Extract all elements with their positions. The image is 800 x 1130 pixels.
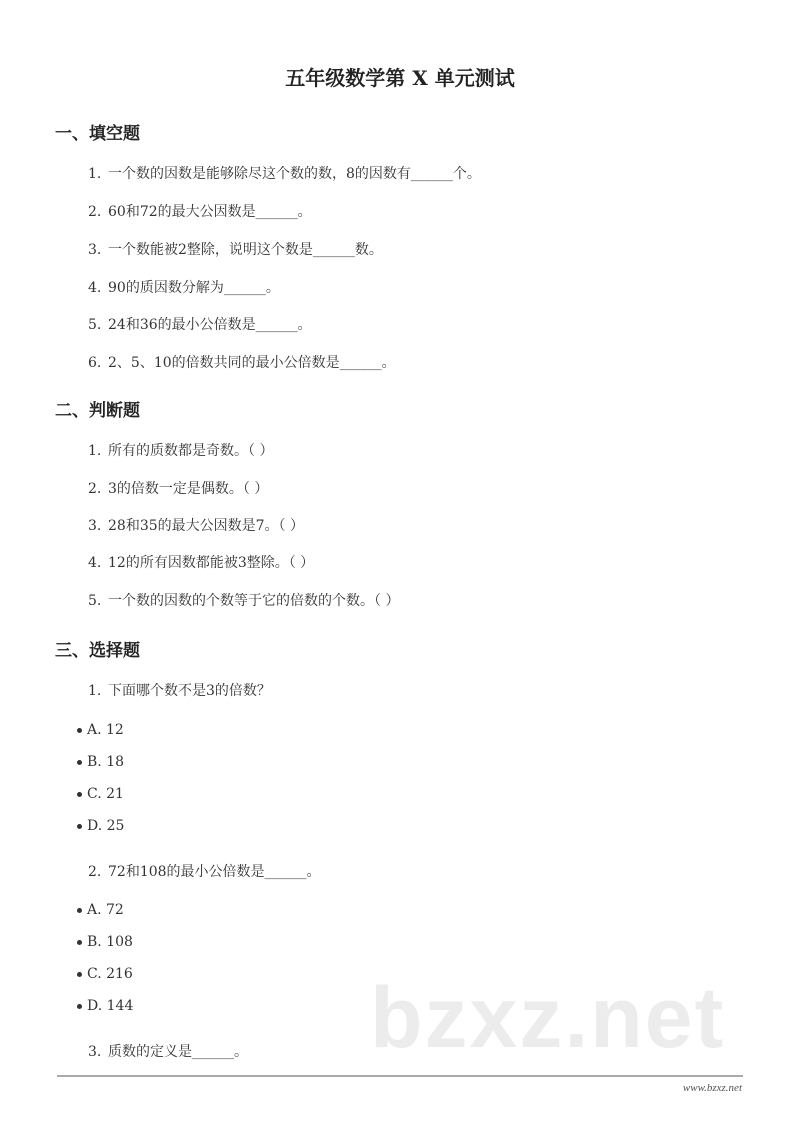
section-heading-fill-blank: 一、填空题: [55, 124, 140, 144]
question-number: 2.: [88, 481, 102, 497]
question-item: [88, 281, 280, 295]
section-heading-multiple-choice: 三、选择题: [55, 641, 140, 661]
bullet-icon: [77, 760, 82, 765]
question-item: [88, 243, 383, 257]
section-heading-true-false: 二、判断题: [55, 401, 140, 421]
question-text: 所有的质数都是奇数。（ ）: [108, 443, 274, 459]
question-item: [88, 167, 481, 181]
option-item: [77, 819, 124, 833]
question-item: [88, 482, 268, 496]
option-text: D. 144: [87, 998, 134, 1014]
question-text: 一个数的因数是能够除尽这个数的数，8的因数有______个。: [108, 166, 481, 182]
question-item: [88, 865, 321, 879]
bullet-icon: [77, 940, 82, 945]
footer-divider: [57, 1075, 743, 1077]
option-item: [77, 903, 124, 917]
option-text: B. 108: [87, 934, 133, 950]
question-number: 1.: [88, 443, 102, 459]
question-item: [88, 205, 312, 219]
question-text: 72和108的最小公倍数是______。: [108, 864, 321, 880]
question-text: 质数的定义是______。: [108, 1044, 248, 1060]
question-number: 4.: [88, 555, 102, 571]
question-text: 12的所有因数都能被3整除。（ ）: [108, 555, 315, 571]
option-item: [77, 967, 133, 981]
question-number: 3.: [88, 518, 102, 534]
question-number: 2.: [88, 864, 102, 880]
question-item: [88, 556, 314, 570]
page-title: 五年级数学第 X 单元测试: [285, 66, 515, 90]
option-text: C. 21: [87, 786, 124, 802]
question-item: [88, 519, 304, 533]
option-text: B. 18: [87, 754, 125, 770]
question-number: 2.: [88, 204, 102, 220]
option-item: [77, 755, 124, 769]
option-text: A. 72: [87, 902, 124, 918]
question-text: 一个数的因数的个数等于它的倍数的个数。（ ）: [108, 593, 400, 609]
question-item: [88, 318, 312, 332]
bullet-icon: [77, 728, 82, 733]
question-text: 3的倍数一定是偶数。（ ）: [108, 481, 269, 497]
option-item: [77, 935, 133, 949]
question-number: 1.: [88, 166, 102, 182]
question-number: 3.: [88, 1044, 102, 1060]
question-text: 下面哪个数不是3的倍数？: [108, 683, 271, 699]
option-text: C. 216: [87, 966, 133, 982]
option-item: [77, 999, 133, 1013]
bullet-icon: [77, 792, 82, 797]
question-number: 5.: [88, 317, 102, 333]
question-number: 1.: [88, 683, 102, 699]
watermark: bzxz.net: [370, 970, 726, 1066]
question-text: 60和72的最大公因数是______。: [108, 204, 312, 220]
bullet-icon: [77, 824, 82, 829]
question-number: 4.: [88, 280, 102, 296]
question-item: [88, 356, 396, 370]
question-item: [88, 684, 271, 698]
question-text: 2、5、10的倍数共同的最小公倍数是______。: [108, 355, 396, 371]
footer-url: www.bzxz.net: [682, 1082, 742, 1094]
bullet-icon: [77, 1004, 82, 1009]
option-text: D. 25: [87, 818, 125, 834]
question-item: [88, 444, 273, 458]
question-item: [88, 1045, 248, 1059]
bullet-icon: [77, 972, 82, 977]
question-item: [88, 594, 399, 608]
question-text: 90的质因数分解为______。: [108, 280, 280, 296]
question-number: 5.: [88, 593, 102, 609]
bullet-icon: [77, 908, 82, 913]
question-text: 24和36的最小公倍数是______。: [108, 317, 312, 333]
question-text: 一个数能被2整除，说明这个数是______数。: [108, 242, 383, 258]
question-number: 6.: [88, 355, 102, 371]
option-text: A. 12: [87, 722, 124, 738]
question-text: 28和35的最大公因数是7。（ ）: [108, 518, 304, 534]
question-number: 3.: [88, 242, 102, 258]
option-item: [77, 723, 124, 737]
option-item: [77, 787, 124, 801]
